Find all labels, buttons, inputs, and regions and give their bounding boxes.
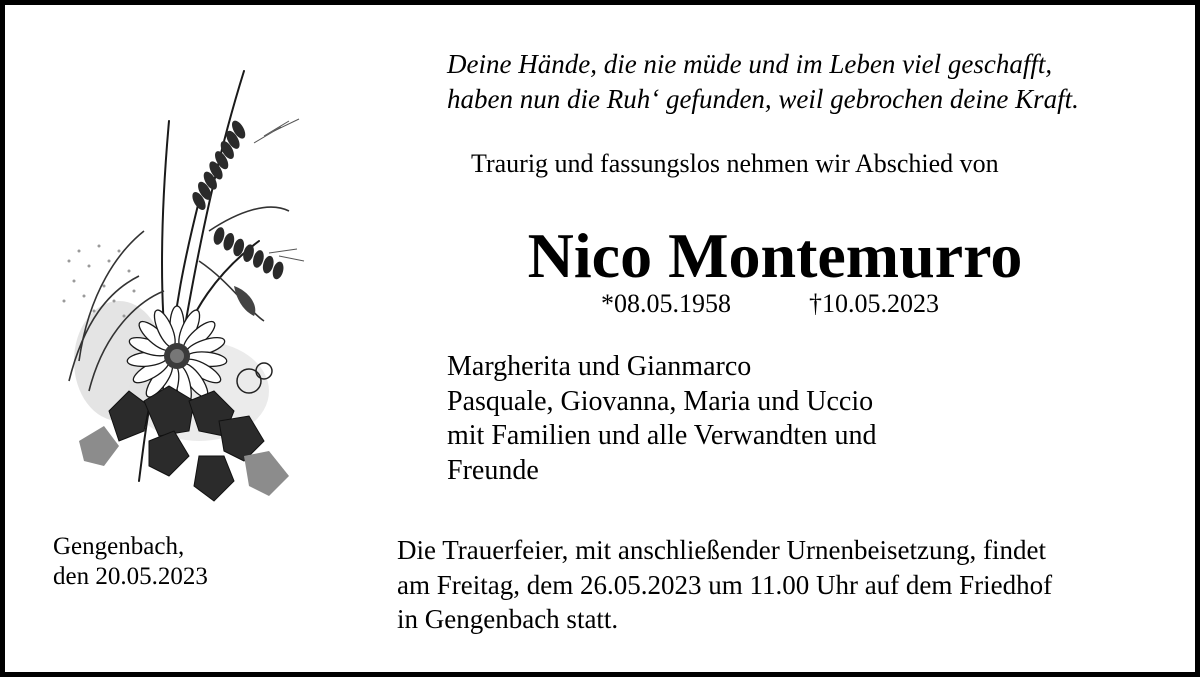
place-line: Gengenbach, (53, 533, 185, 560)
wheat-and-flower-illustration-icon (49, 61, 309, 511)
birth-date: *08.05.1958 (601, 289, 731, 318)
deceased-name: Nico Montemurro (527, 220, 1023, 291)
intro-text: Traurig und fassungslos nehmen wir Abschied von (471, 149, 999, 178)
death-date: †10.05.2023 (809, 289, 939, 318)
mourners-list (447, 350, 1007, 488)
service-line: in Gengenbach statt. (397, 604, 619, 634)
date-line: den 20.05.2023 (53, 563, 208, 590)
mourner-line: mit Familien und alle Verwandten und (447, 420, 877, 451)
place-and-date (53, 532, 313, 592)
mourner-line: Freunde (447, 454, 539, 486)
funeral-service-info (397, 533, 1187, 637)
poem-line: Deine Hände, die nie müde und im Leben viel geschafft, (447, 49, 1053, 79)
poem-verse (447, 47, 1187, 117)
service-line: Die Trauerfeier, mit anschließender Urnenbeisetzung, findet (397, 535, 1046, 565)
mourner-line: Margherita und Gianmarco (447, 351, 752, 382)
life-dates (601, 288, 1021, 320)
mourner-line: Pasquale, Giovanna, Maria und Uccio (447, 385, 874, 417)
service-line: am Freitag, dem 26.05.2023 um 11.00 Uhr auf dem Friedhof (397, 569, 1053, 600)
poem-line: haben nun die Ruh‘ gefunden, weil gebrochen deine Kraft. (447, 84, 1079, 114)
